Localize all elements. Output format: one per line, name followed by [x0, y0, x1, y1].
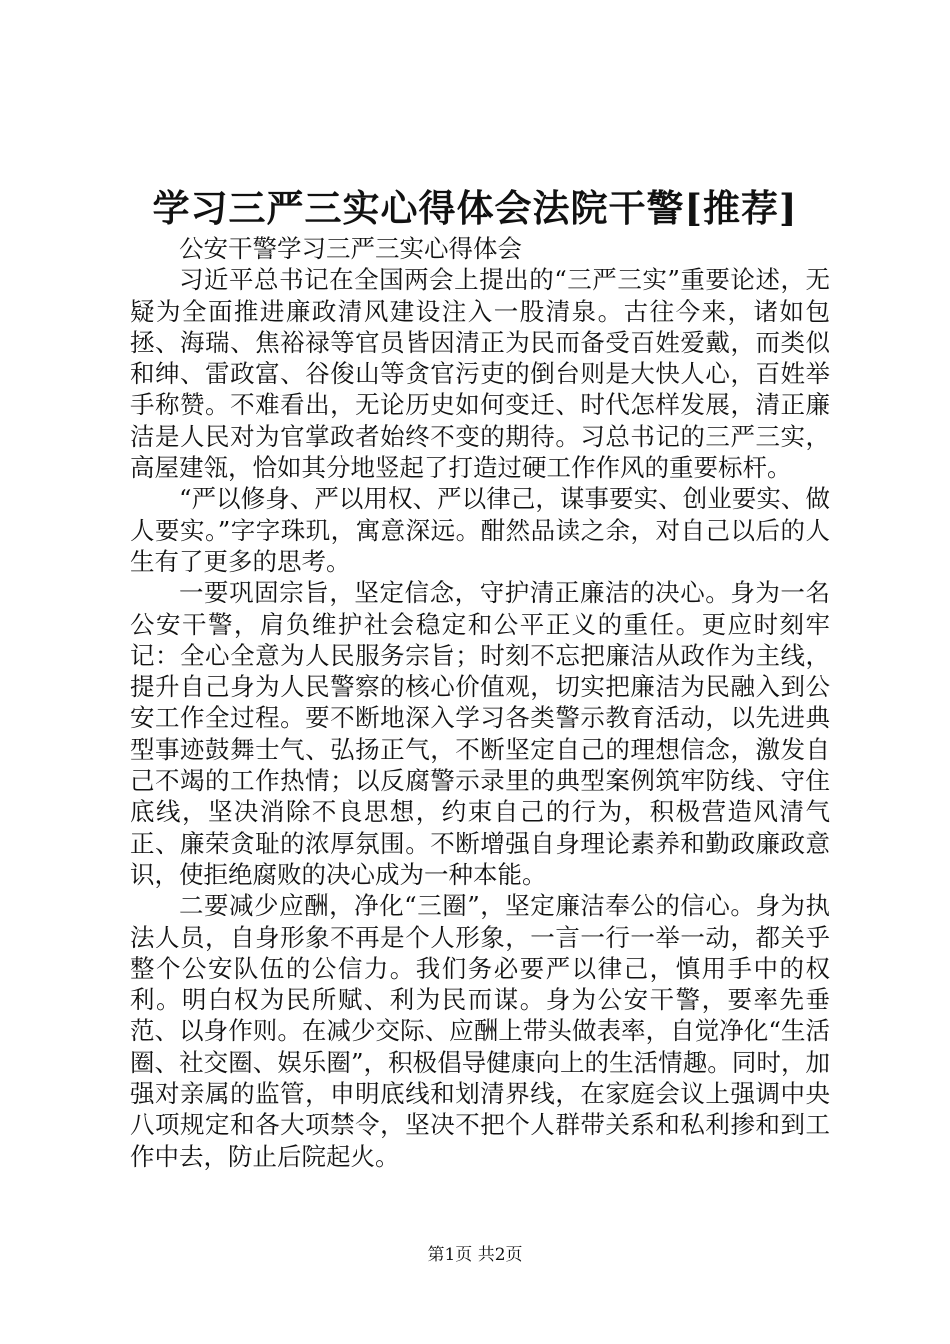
paragraph-point-one: 一要巩固宗旨，坚定信念，守护清正廉洁的决心。身为一名公安干警，肩负维护社会稳定和公平正义的重任。更应时刻牢记：全心全意为人民服务宗旨；时刻不忘把廉洁从政作为主线，提升自己身为人民警察的核心价值观，切实把廉洁为民融入到公安工作全过程。要不断地深入学习各类警示教育活动，以先进典型事迹鼓舞士气、弘扬正气，不断坚定自己的理想信念，激发自己不竭的工作热情；以反腐警示录里的典型案例筑牢防线、守住底线，坚决消除不良思想，约束自己的行为，积极营造风清气正、廉荣贪耻的浓厚氛围。不断增强自身理论素养和勤政廉政意识，使拒绝腐败的决心成为一种本能。	[130, 578, 830, 889]
document-body	[130, 233, 830, 1172]
paragraph-quote: “严以修身、严以用权、严以律己，谋事要实、创业要实、做人要实。”字字珠玑，寓意深远。酣然品读之余，对自己以后的人生有了更多的思考。	[130, 484, 830, 576]
page-number-footer: 第1页 共2页	[427, 1245, 523, 1265]
paragraph-intro: 习近平总书记在全国两会上提出的“三严三实”重要论述，无疑为全面推进廉政清风建设注入一股清泉。古往今来，诸如包拯、海瑞、焦裕禄等官员皆因清正为民而备受百姓爱戴，而类似和绅、雷政富、谷俊山等贪官污吏的倒台则是大快人心，百姓举手称赞。不难看出，无论历史如何变迁、时代怎样发展，清正廉洁是人民对为官掌政者始终不变的期待。习总书记的三严三实，高屋建瓴，恰如其分地竖起了打造过硬工作作风的重要标杆。	[130, 265, 830, 483]
paragraph-point-two: 二要减少应酬，净化“三圈”，坚定廉洁奉公的信心。身为执法人员，自身形象不再是个人形象，一言一行一举一动，都关乎整个公安队伍的公信力。我们务必要严以律己，慎用手中的权利。明白权为民所赋、利为民而谋。身为公安干警，要率先垂范、以身作则。在减少交际、应酬上带头做表率，自觉净化“生活圈、社交圈、娱乐圈”，积极倡导健康向上的生活情趣。同时，加强对亲属的监管，申明底线和划清界线，在家庭会议上强调中央八项规定和各大项禁令，坚决不把个人群带关系和私利掺和到工作中去，防止后院起火。	[130, 891, 830, 1171]
document-title: 学习三严三实心得体会法院干警[推荐]	[152, 186, 798, 230]
paragraph-subtitle: 公安干警学习三严三实心得体会	[179, 234, 522, 263]
